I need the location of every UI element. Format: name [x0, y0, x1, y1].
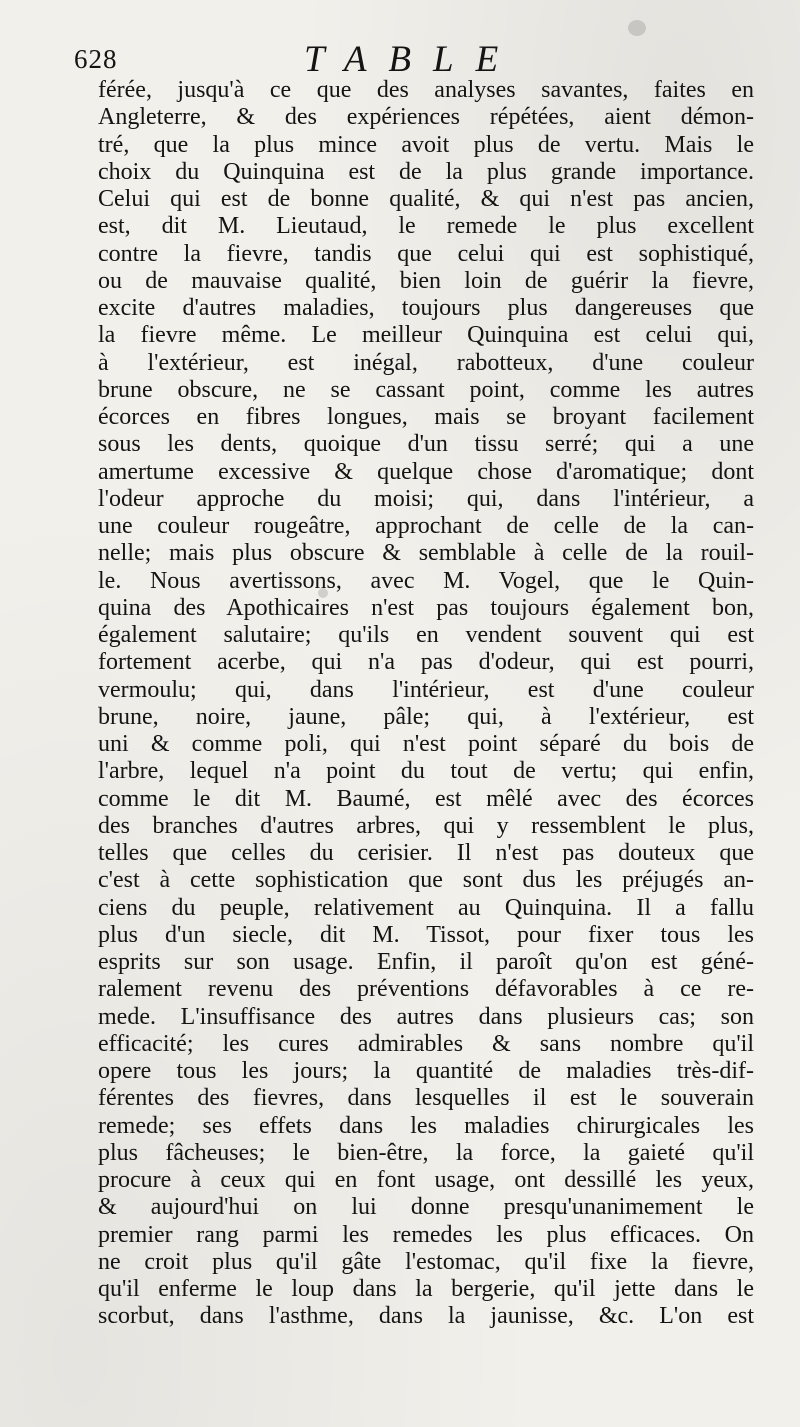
text-line: choix du Quinquina est de la plus grande importance.	[98, 158, 754, 185]
text-line: esprits sur son usage. Enfin, il paroît qu'on est géné-	[98, 949, 754, 975]
ink-stain	[628, 20, 646, 36]
body-text	[98, 77, 758, 1331]
text-line: c'est à cette sophistication que sont dus les préjugés an-	[98, 867, 754, 894]
text-line: contre la fievre, tandis que celui qui est sophistiqué,	[98, 240, 754, 267]
text-line: ralement revenu des préventions défavorables à ce re-	[98, 976, 754, 1003]
text-line: une couleur rougeâtre, approchant de celle de la can-	[98, 513, 754, 539]
text-line: l'odeur approche du moisi; qui, dans l'intérieur, a	[98, 485, 754, 512]
page-header	[74, 38, 754, 82]
text-line: Celui qui est de bonne qualité, & qui n'est pas ancien,	[98, 186, 754, 212]
text-line: brune obscure, ne se cassant point, comme les autres	[98, 376, 754, 403]
text-line: quina des Apothicaires n'est pas toujours également bon,	[98, 594, 754, 621]
text-line: nelle; mais plus obscure & semblable à celle de la rouil-	[98, 540, 754, 567]
text-line: fortement acerbe, qui n'a pas d'odeur, qui est pourri,	[98, 649, 754, 676]
text-line: ciens du peuple, relativement au Quinquina. Il a fallu	[98, 894, 754, 921]
text-line: écorces en fibres longues, mais se broyant facilement	[98, 404, 754, 430]
text-line: uni & comme poli, qui n'est point séparé du bois de	[98, 731, 754, 757]
text-line: est, dit M. Lieutaud, le remede le plus excellent	[98, 213, 754, 240]
text-line: opere tous les jours; la quantité de maladies très-dif-	[98, 1058, 754, 1084]
text-line: le. Nous avertissons, avec M. Vogel, que le Quin-	[98, 567, 754, 594]
text-line: efficacité; les cures admirables & sans nombre qu'il	[98, 1030, 754, 1057]
text-line: vermoulu; qui, dans l'intérieur, est d'une couleur	[98, 676, 754, 703]
text-line: également salutaire; qu'ils en vendent souvent qui est	[98, 622, 754, 648]
text-line: férée, jusqu'à ce que des analyses savantes, faites en	[98, 77, 754, 103]
text-line: brune, noire, jaune, pâle; qui, à l'extérieur, est	[98, 703, 754, 730]
text-line: remede; ses effets dans les maladies chirurgicales les	[98, 1112, 754, 1139]
text-line: telles que celles du cerisier. Il n'est pas douteux que	[98, 840, 754, 866]
text-line: qu'il enferme le loup dans la bergerie, qu'il jette dans le	[98, 1276, 754, 1302]
running-title: TABLE	[304, 39, 521, 80]
text-line: ou de mauvaise qualité, bien loin de guérir la fievre,	[98, 267, 754, 294]
text-line: excite d'autres maladies, toujours plus dangereuses que	[98, 295, 754, 321]
text-line: férentes des fievres, dans lesquelles il est le souverain	[98, 1085, 754, 1112]
text-line: & aujourd'hui on lui donne presqu'unanimement le	[98, 1194, 754, 1221]
text-line: sous les dents, quoique d'un tissu serré; qui a une	[98, 431, 754, 458]
text-line: l'arbre, lequel n'a point du tout de vertu; qui enfin,	[98, 758, 754, 785]
text-line: amertume excessive & quelque chose d'aromatique; dont	[98, 458, 754, 485]
page-number: 628	[74, 44, 118, 74]
text-line: des branches d'autres arbres, qui y ressemblent le plus,	[98, 812, 754, 839]
text-line: scorbut, dans l'asthme, dans la jaunisse, &c. L'on est	[98, 1303, 754, 1330]
text-line: comme le dit M. Baumé, est mêlé avec des écorces	[98, 785, 754, 812]
text-line: plus d'un siecle, dit M. Tissot, pour fixer tous les	[98, 921, 754, 948]
text-line: procure à ceux qui en font usage, ont dessillé les yeux,	[98, 1167, 754, 1193]
text-line: la fievre même. Le meilleur Quinquina est celui qui,	[98, 322, 754, 349]
text-line: à l'extérieur, est inégal, rabotteux, d'une couleur	[98, 349, 754, 376]
text-line: premier rang parmi les remedes les plus efficaces. On	[98, 1221, 754, 1248]
text-line: plus fâcheuses; le bien-être, la force, la gaieté qu'il	[98, 1139, 754, 1166]
text-line: mede. L'insuffisance des autres dans plusieurs cas; son	[98, 1003, 754, 1030]
text-line: tré, que la plus mince avoit plus de vertu. Mais le	[98, 131, 754, 158]
text-line: Angleterre, & des expériences répétées, aient démon-	[98, 104, 754, 131]
text-line: ne croit plus qu'il gâte l'estomac, qu'il fixe la fievre,	[98, 1248, 754, 1275]
